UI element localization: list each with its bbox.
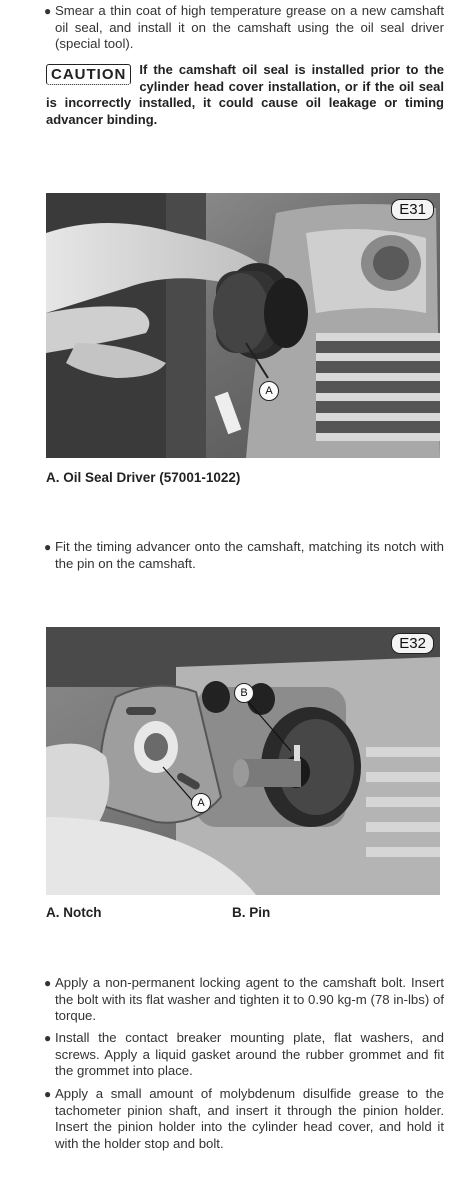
instruction-paragraph-tachometer-pinion	[46, 1086, 444, 1152]
paragraph-text: Apply a small amount of molybdenum disulfide grease to the tachometer pinion shaft, and insert it through the pinion holder. Insert the pinion holder into the cylinder head cover, and hold it with the holder stop and bolt.	[55, 1086, 444, 1151]
caption-e32-a: A. Notch	[46, 905, 102, 920]
caution-text: If the camshaft oil seal is installed prior to the cylinder head cover installation, or if the oil seal is incorrectly installed, it could cause oil leakage or timing advancer binding.	[46, 62, 444, 127]
instruction-paragraph-fit-advancer	[46, 539, 444, 572]
timing-advancer-photo	[46, 627, 440, 895]
figure-e31-photo	[46, 193, 440, 458]
callout-a-e31: A	[259, 381, 279, 401]
figure-tag-e31: E31	[391, 199, 434, 220]
bullet-icon: ●	[44, 4, 52, 18]
paragraph-text: Smear a thin coat of high temperature grease on a new camshaft oil seal, and install it on the camshaft using the oil seal driver (special tool).	[55, 3, 444, 52]
instruction-paragraph-breaker-plate	[46, 1030, 444, 1080]
paragraph-text: Fit the timing advancer onto the camshaft, matching its notch with the pin on the camshaft.	[55, 539, 444, 571]
figure-e32-photo	[46, 627, 440, 895]
caption-e31-a: A. Oil Seal Driver (57001-1022)	[46, 470, 241, 485]
figure-tag-e32: E32	[391, 633, 434, 654]
bullet-icon: ●	[44, 540, 52, 554]
bullet-icon: ●	[44, 1031, 52, 1045]
caption-e32-b: B. Pin	[232, 905, 271, 920]
callout-b-e32: B	[234, 683, 254, 703]
instruction-paragraph-camshaft-bolt	[46, 975, 444, 1025]
paragraph-text: Apply a non-permanent locking agent to the camshaft bolt. Insert the bolt with its flat washer and tighten it to 0.90 kg-m (78 in-lbs) of torque.	[55, 975, 444, 1024]
paragraph-text: Install the contact breaker mounting plate, flat washers, and screws. Apply a liquid gasket around the rubber grommet and fit the grommet into place.	[55, 1030, 444, 1079]
caution-label: CAUTION	[46, 64, 131, 85]
caution-block	[46, 62, 444, 128]
bullet-icon: ●	[44, 976, 52, 990]
oil-seal-driver-photo	[46, 193, 440, 458]
bullet-icon: ●	[44, 1087, 52, 1101]
instruction-paragraph-grease-oil-seal	[46, 3, 444, 53]
callout-a-e32: A	[191, 793, 211, 813]
